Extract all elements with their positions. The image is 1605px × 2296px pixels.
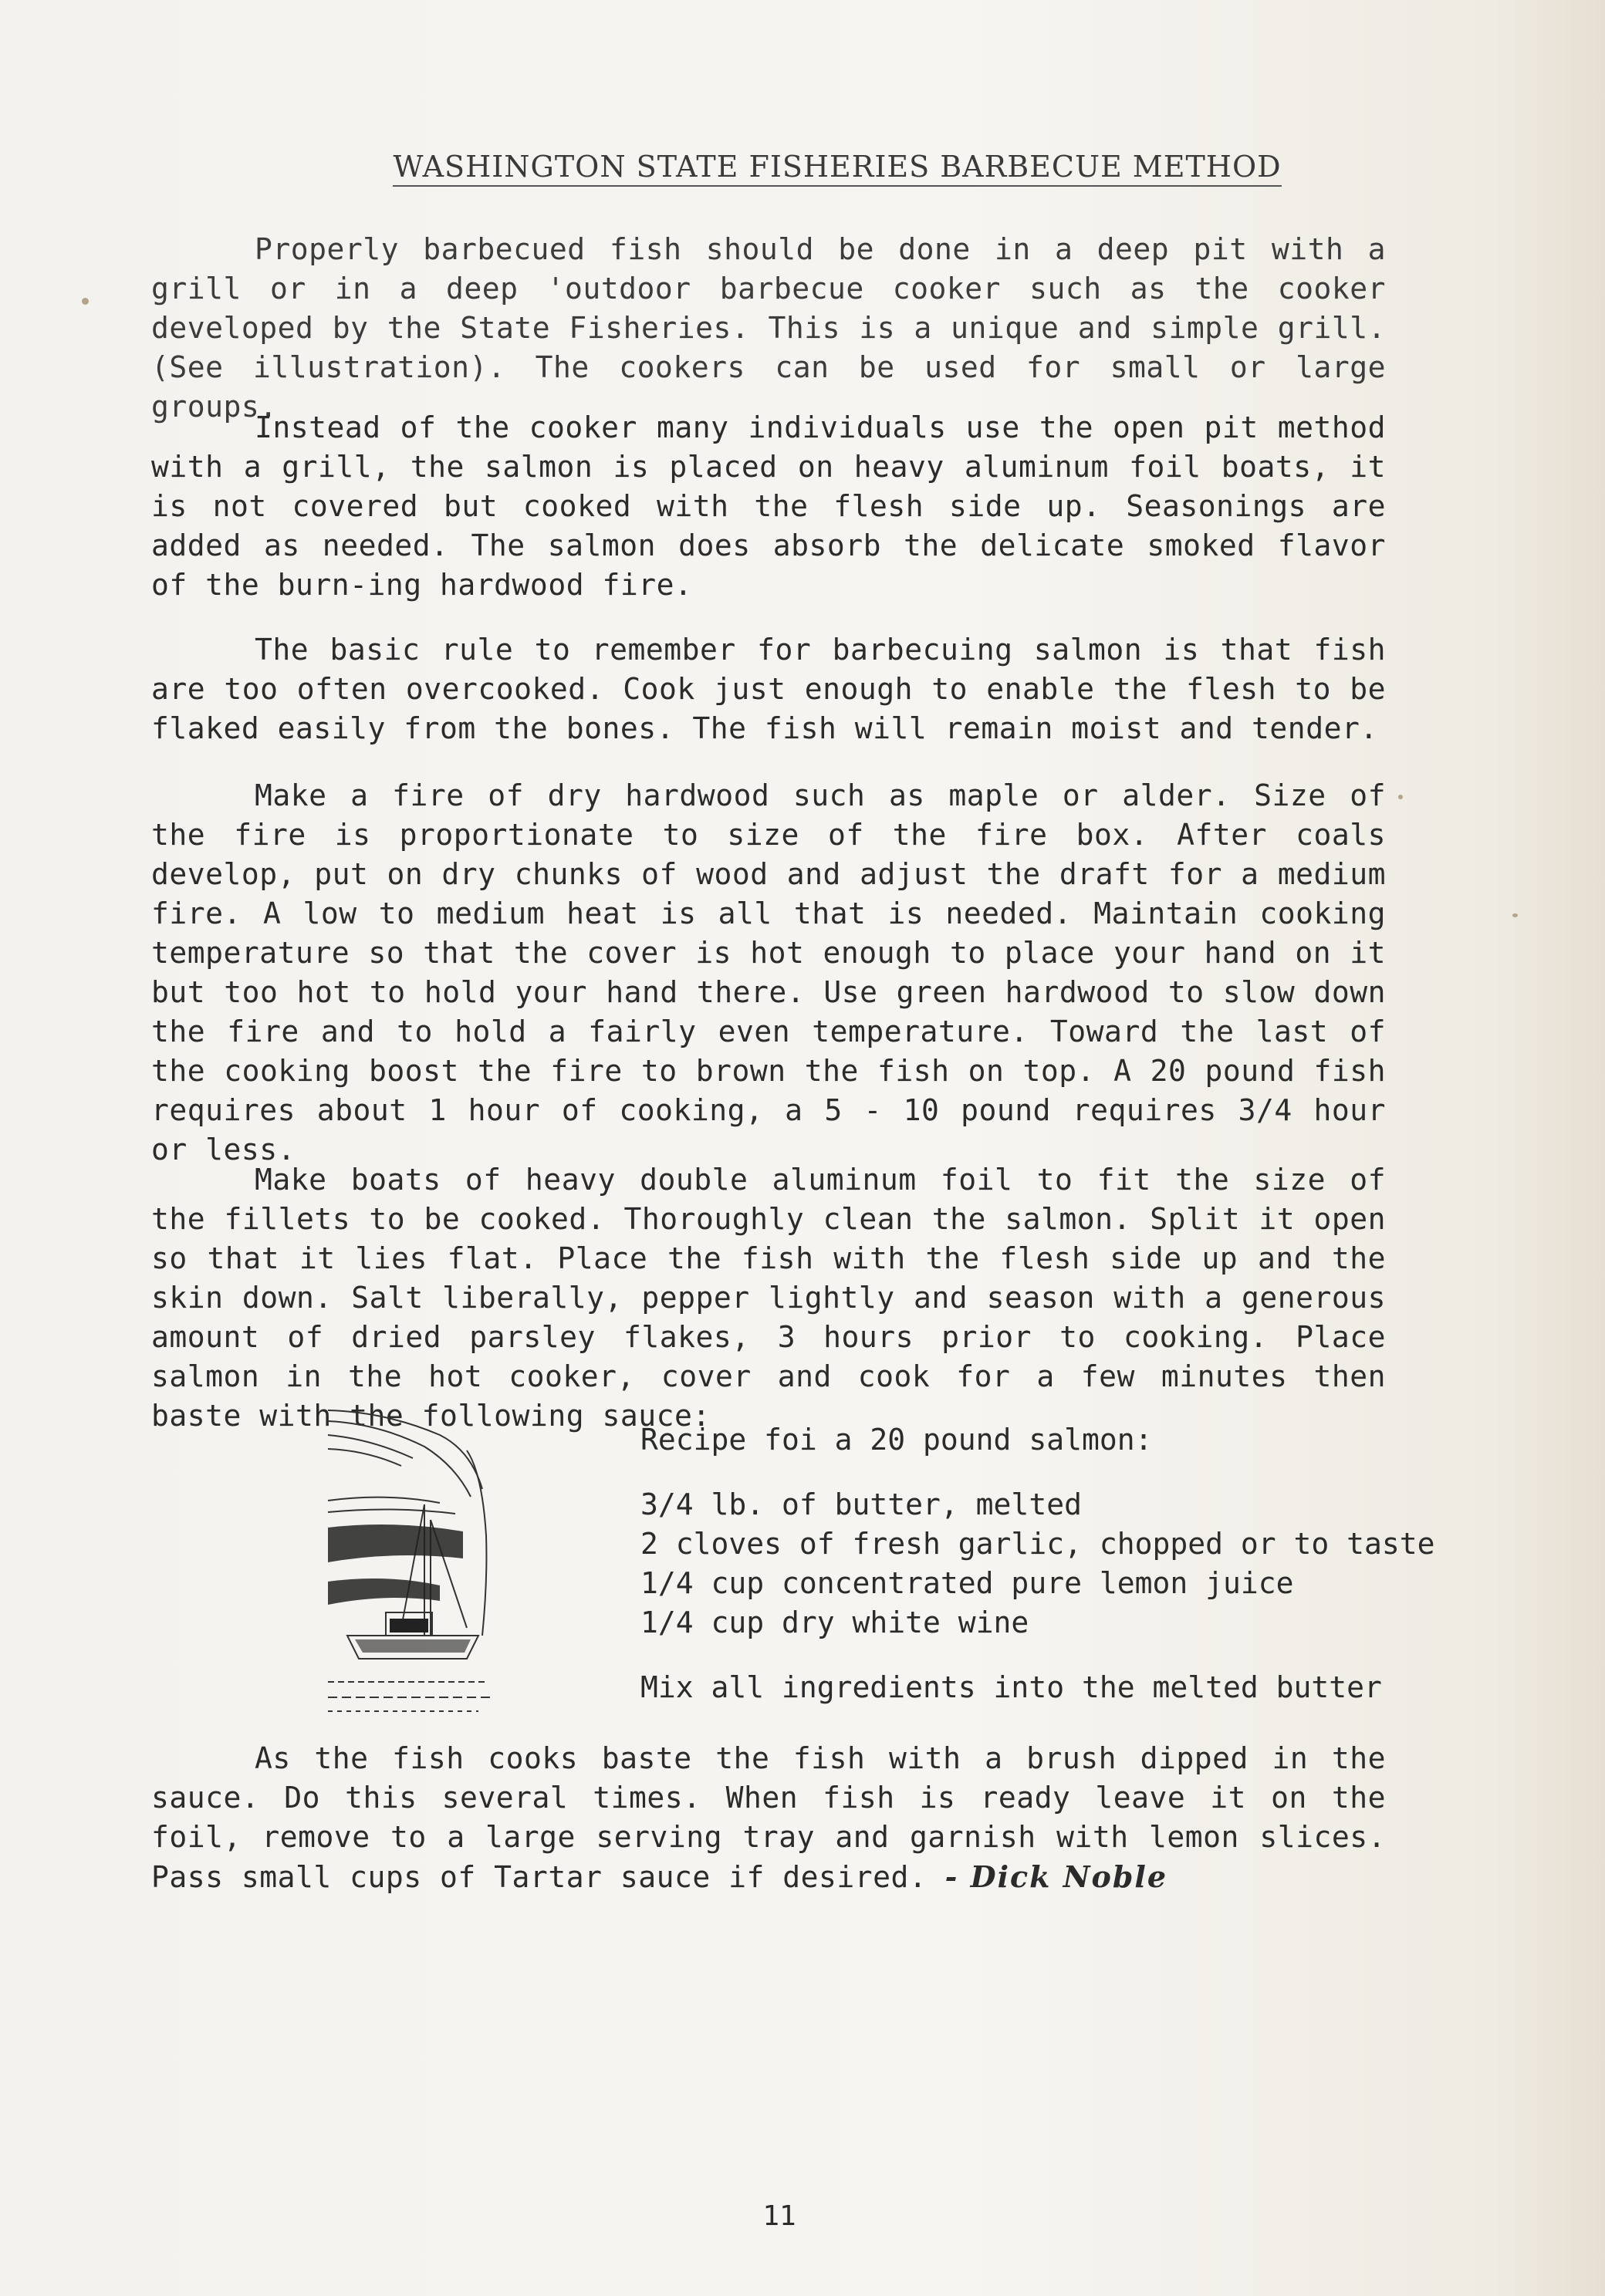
paper-speck [1512,913,1518,917]
paragraph-text: Make boats of heavy double aluminum foil to fit the size of the fillets to be cooked. Thoroughly clean the salmon. Split it open so that it lies flat. Place the fish with the flesh side up and the skin down. Salt liberally, pepper lightly and season with a generous amount of dried parsley flakes, 3 hours prior to cooking. Place salmon in the hot cooker, cover and cook for a few minutes then baste with the following sauce: [151,1163,1386,1433]
paragraph-text: The basic rule to remember for barbecuing salmon is that fish are too often overcooked. Cook just enough to enable the flesh to be flaked easily from the bones. The fish will remain moist and tender. [151,633,1386,745]
fishing-boat-illustration [324,1404,502,1720]
recipe-title: Recipe foi a 20 pound salmon: [640,1423,1153,1457]
paragraph-1 [151,230,1386,427]
paragraph-text: Instead of the cooker many individuals use the open pit method with a grill, the salmon is placed on heavy aluminum foil boats, it is not covered but cooked with the flesh side up. Seasonings are added as needed. The salmon does absorb the delicate smoked flavor of the burn-ing hardwood fire. [151,410,1386,602]
recipe-ingredient: 3/4 lb. of butter, melted [640,1487,1082,1521]
paragraph-text-content: As the fish cooks baste the fish with a brush dipped in the sauce. Do this several times. When fish is ready leave it on the foil, remove to a large serving tray and garnish with lemon slices. Pass small cups of Tartar sauce if desired. [151,1741,1386,1894]
paragraph-text: Properly barbecued fish should be done in a deep pit with a grill or in a deep 'outdoor barbecue cooker such as the cooker developed by the State Fisheries. This is a unique and simple grill. (See illustration). The cookers can be used for small or large groups. [151,232,1386,424]
paragraph-2 [151,408,1386,605]
recipe-instruction: Mix all ingredients into the melted butter [640,1670,1382,1704]
page-title-text: WASHINGTON STATE FISHERIES BARBECUE METHOD [393,150,1281,187]
page-title [340,150,1335,184]
paragraph-4 [151,776,1386,1170]
paragraph-3 [151,630,1386,748]
recipe-ingredient: 1/4 cup dry white wine [640,1606,1029,1639]
recipe-block [640,1420,1435,1707]
page-number: 11 [762,2200,796,2232]
paragraph-text [151,1739,1386,1897]
paper-speck [1398,795,1403,799]
paragraph-5 [151,1160,1386,1436]
recipe-ingredient: 1/4 cup concentrated pure lemon juice [640,1566,1294,1600]
author-signature: - Dick Noble [944,1859,1168,1894]
paragraph-6 [151,1739,1386,1897]
recipe-ingredient: 2 cloves of fresh garlic, chopped or to taste [640,1527,1435,1561]
paper-speck [82,298,89,305]
paragraph-text: Make a fire of dry hardwood such as maple or alder. Size of the fire is proportionate to size of the fire box. After coals develop, put on dry chunks of wood and adjust the draft for a medium fire. A low to medium heat is all that is needed. Maintain cooking temperature so that the cover is hot enough to place your hand on it but too hot to hold your hand there. Use green hardwood to slow down the fire and to hold a fairly even temperature. Toward the last of the cooking boost the fire to brown the fish on top. A 20 pound fish requires about 1 hour of cooking, a 5 - 10 pound requires 3/4 hour or less. [151,778,1386,1167]
